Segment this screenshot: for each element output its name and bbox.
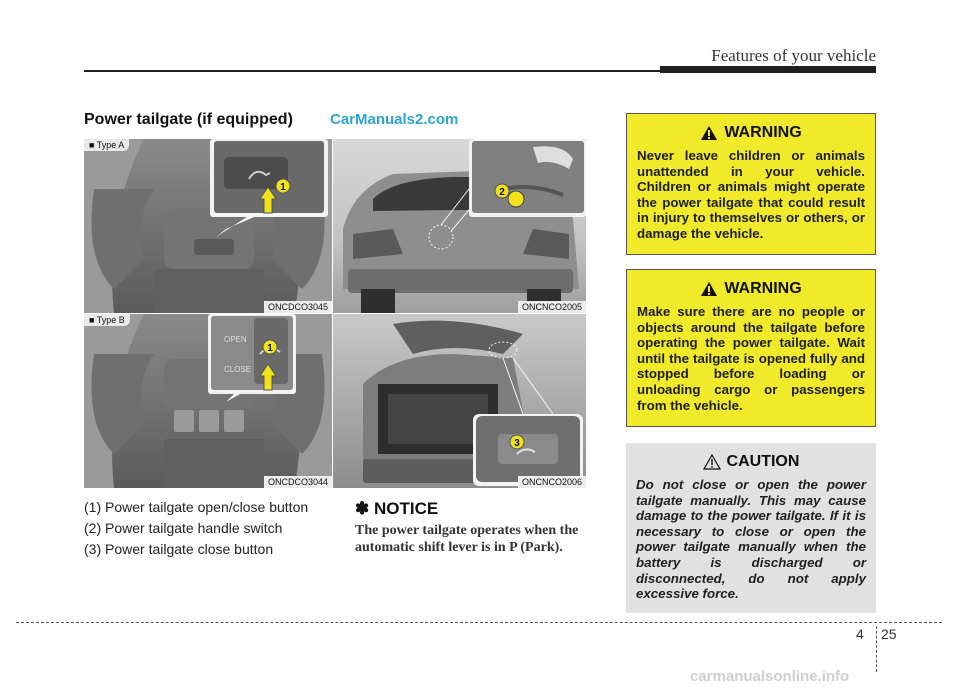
warning-title: WARNING (724, 280, 802, 297)
figure-vehicle-closed (333, 139, 586, 313)
figure-code: ONCDCO3044 (264, 476, 332, 488)
switch-close-text: CLOSE (224, 365, 252, 374)
figure-code: ONCNCO2005 (518, 301, 586, 313)
section-heading: Power tailgate (if equipped) (84, 111, 293, 128)
type-a-label: ■ Type A (84, 139, 129, 151)
warning-icon (700, 281, 718, 297)
caption-item: (1) Power tailgate open/close button (84, 499, 309, 515)
caution-icon (703, 454, 721, 470)
caution-text: Do not close or open the power tailgate manually. This may cause damage to the power tailgate. If it is necessary to close or open the power tailgate manually when the battery is discharged or disconnected, do not apply excessive force. (636, 477, 866, 602)
callout-2: 2 (499, 187, 505, 198)
notice-text: The power tailgate operates when the automatic shift lever is in P (Park). (355, 523, 579, 555)
watermark-link[interactable]: CarManuals2.com (330, 111, 459, 128)
page-chapter-number: 4 (856, 626, 864, 642)
type-b-label: ■ Type B (84, 314, 130, 326)
header-rule (84, 70, 664, 72)
caution-header (636, 453, 866, 471)
caution-box (626, 443, 876, 613)
warning-icon (700, 125, 718, 141)
warning-text: Make sure there are no people or objects around the tailgate before operating the power tailgate. Wait until the tailgate is opened fully and stopped before loading or unloading cargo or passengers from the vehicle. (637, 304, 865, 413)
warning-text: Never leave children or animals unattended in your vehicle. Children or animals might operate the power tailgate that could result in injury to themselves or others, or damage the vehicle. (637, 148, 865, 241)
figure-type-a-switch (84, 139, 332, 313)
warning-box (626, 113, 876, 255)
switch-open-text: OPEN (224, 335, 247, 344)
caution-title: CAUTION (726, 453, 800, 470)
callout-3: 3 (514, 438, 520, 449)
caption-item: (2) Power tailgate handle switch (84, 520, 283, 536)
page-number: 25 (881, 626, 897, 642)
header-rule-accent (660, 66, 876, 73)
chapter-title: Features of your vehicle (711, 46, 876, 65)
warning-header (637, 280, 865, 298)
figure-vehicle-open (333, 314, 586, 488)
page-divider (876, 626, 877, 672)
notice-title: ✽ NOTICE (355, 499, 439, 518)
callout-1: 1 (267, 343, 273, 354)
watermark-link[interactable]: carmanualsonline.info (690, 668, 850, 685)
caption-item: (3) Power tailgate close button (84, 541, 274, 557)
footer-rule (16, 622, 942, 623)
warning-box (626, 269, 876, 427)
warning-title: WARNING (724, 124, 802, 141)
figure-code: ONCDCO3045 (264, 301, 332, 313)
callout-1: 1 (280, 182, 286, 193)
figure-code: ONCNCO2006 (518, 476, 586, 488)
figure-type-b-switch (84, 314, 332, 488)
warning-header (637, 124, 865, 142)
